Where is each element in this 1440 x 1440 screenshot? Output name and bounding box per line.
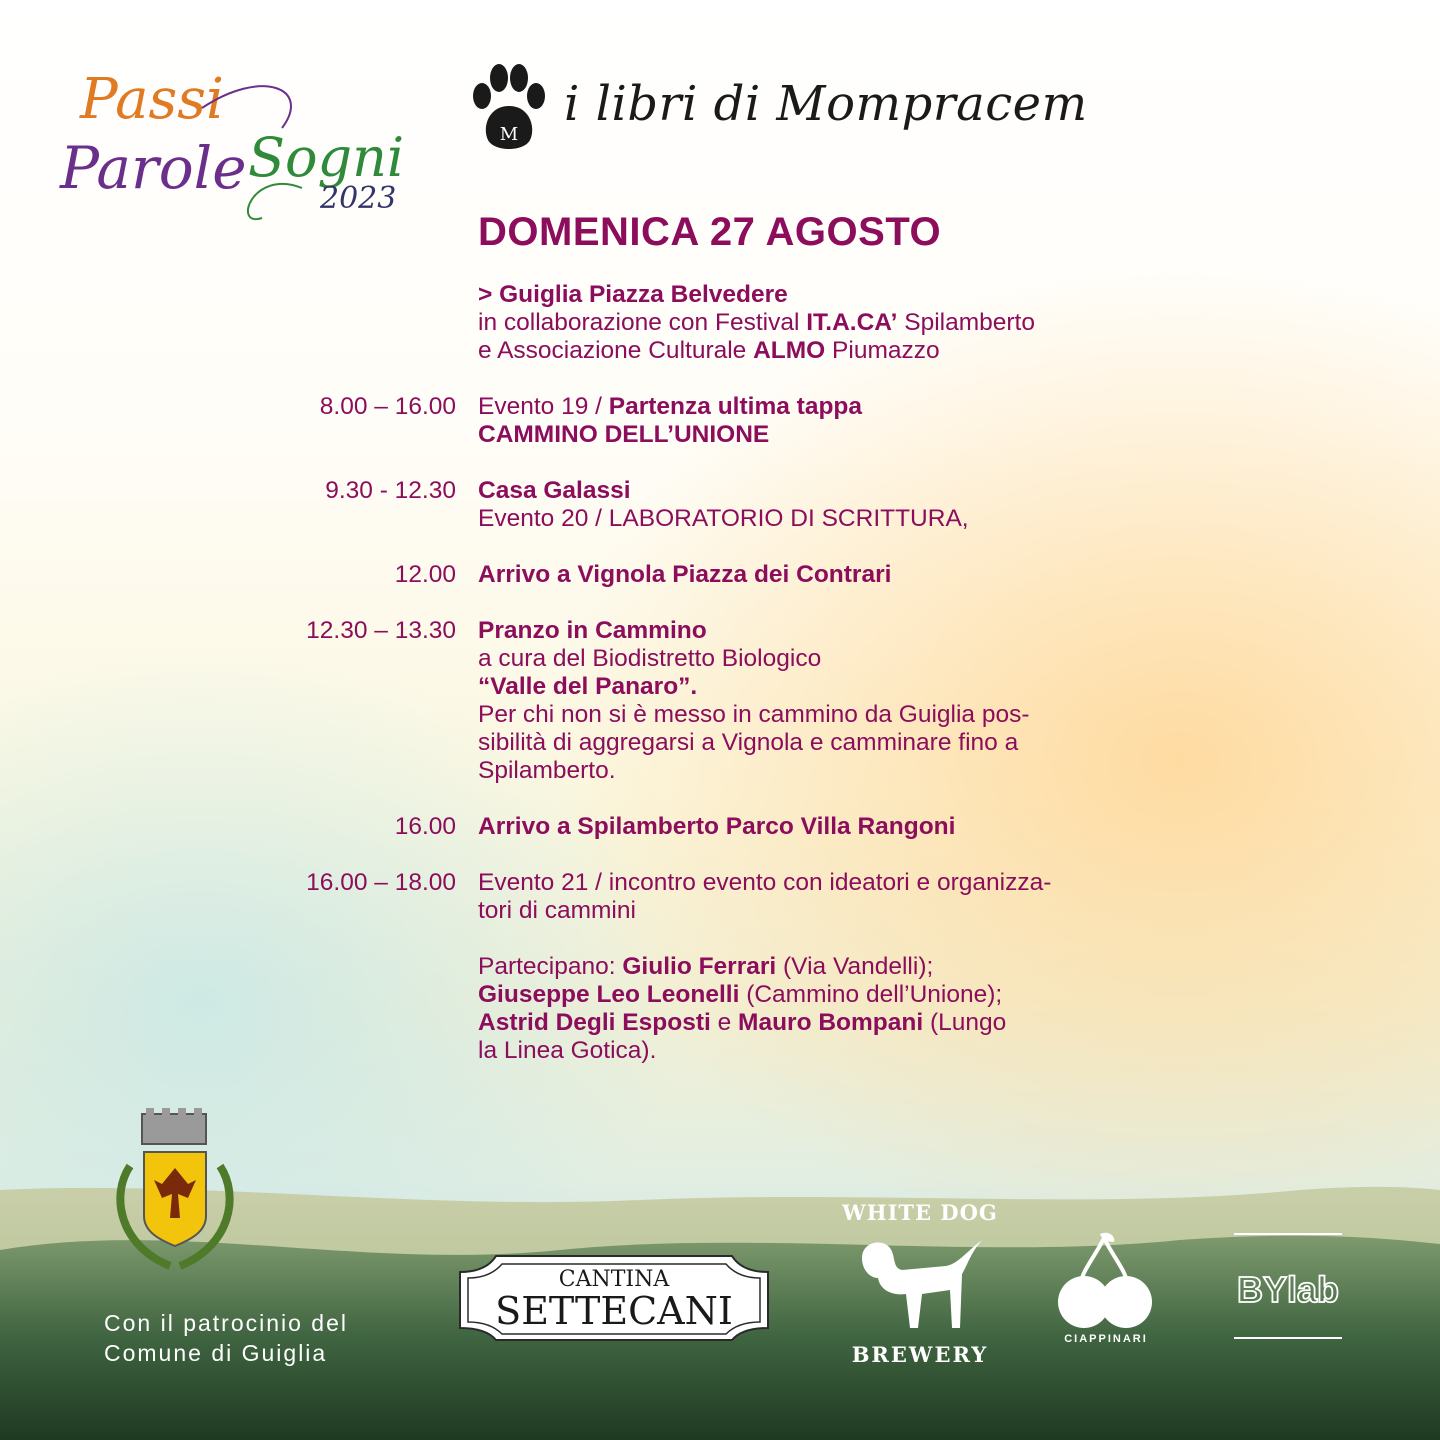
- schedule-time: 12.00: [394, 561, 456, 588]
- sponsor-white-dog-brewery-logo: [842, 1198, 998, 1370]
- festival-logo-word-2: Parole: [60, 134, 247, 202]
- patronage-text: Con il patrocinio del Comune di Guiglia: [104, 1310, 349, 1366]
- intro-line-2: in collaborazione con Festival IT.A.CA’ Spilamberto: [478, 309, 1035, 336]
- festival-logo-word-1: Passi: [80, 67, 224, 132]
- schedule-time: 12.30 – 13.30: [306, 617, 456, 644]
- publisher-logo: [468, 62, 1088, 162]
- festival-logo-year: 2023: [320, 181, 397, 216]
- schedule-time: 9.30 - 12.30: [325, 477, 456, 504]
- coat-of-arms-icon: [100, 1106, 250, 1286]
- sponsor-settecani-bottom: SETTECANI: [495, 1289, 733, 1333]
- sponsor-bylab-text: BYlab: [1236, 1269, 1340, 1310]
- publisher-monogram: M: [499, 124, 519, 145]
- sponsor-ciappinari-logo: [1044, 1228, 1168, 1352]
- intro-block: [478, 281, 1035, 365]
- paw-icon: [468, 62, 548, 154]
- sponsor-bylab-logo: [1230, 1230, 1346, 1342]
- page-title: DOMENICA 27 AGOSTO: [478, 210, 942, 254]
- sponsor-ciappinari-text: CIAPPINARI: [1064, 1333, 1148, 1345]
- sponsor-whitedog-top: WHITE DOG: [842, 1200, 998, 1225]
- sponsor-settecani-top: CANTINA: [558, 1267, 670, 1292]
- sponsor-whitedog-bottom: BREWERY: [851, 1342, 989, 1367]
- festival-logo: [52, 48, 412, 238]
- publisher-name: i libri di Mompracem: [564, 76, 1088, 132]
- sponsor-cantina-settecani-logo: [456, 1242, 772, 1342]
- intro-place: > Guiglia Piazza Belvedere: [478, 281, 788, 308]
- schedule-time: 8.00 – 16.00: [319, 393, 456, 420]
- festival-logo-word-3: Sogni: [248, 126, 405, 189]
- event-poster: Passi Parole Sogni 2023 M i libri di Mompracem DOMENICA 27 AGOSTO > Guiglia Piazza Belvedere in collaborazione con Festival IT.A.CA’ Spilamberto e Associazione Culturale ALMO Piumazzo 8.00 – 16.00 Evento 19 / Partenza ultima tappa CAMMINO DELL’UNIONE 9.30 - 12.30 Casa Galassi Evento 20 / LABORATORIO DI SCRITTURA, 12.00 Arrivo a Vignola Piazza dei Contrari 12.30 – 13.30 Pranzo in Cammino a cura del Biodistretto Biologico “Valle del Panaro”. Per chi non si è messo in cammino da Guiglia pos- sibilità di aggregarsi a Vignola e camminare fino a Spilamberto. 16.00 Arrivo a Spilamberto Parco Villa Rangoni 16.00 – 18.00 Evento 21 / incontro evento con ideatori e organizza- tori di cammini Partecipano: Giulio Ferrari (Via Vandelli); Giuseppe Leo Leonelli (Cammino dell’Unione); Astrid Degli Esposti e Mauro Bompani (Lungo la Linea Gotica). Con il patrocinio del Comune di Guiglia CANTINA SETTECANI WHITE DOG BREWERY CIAPPINARI BYlab: [0, 0, 1440, 1440]
- schedule-time: 16.00: [394, 813, 456, 840]
- intro-line-3: e Associazione Culturale ALMO Piumazzo: [478, 337, 940, 364]
- schedule-time: 16.00 – 18.00: [306, 869, 456, 896]
